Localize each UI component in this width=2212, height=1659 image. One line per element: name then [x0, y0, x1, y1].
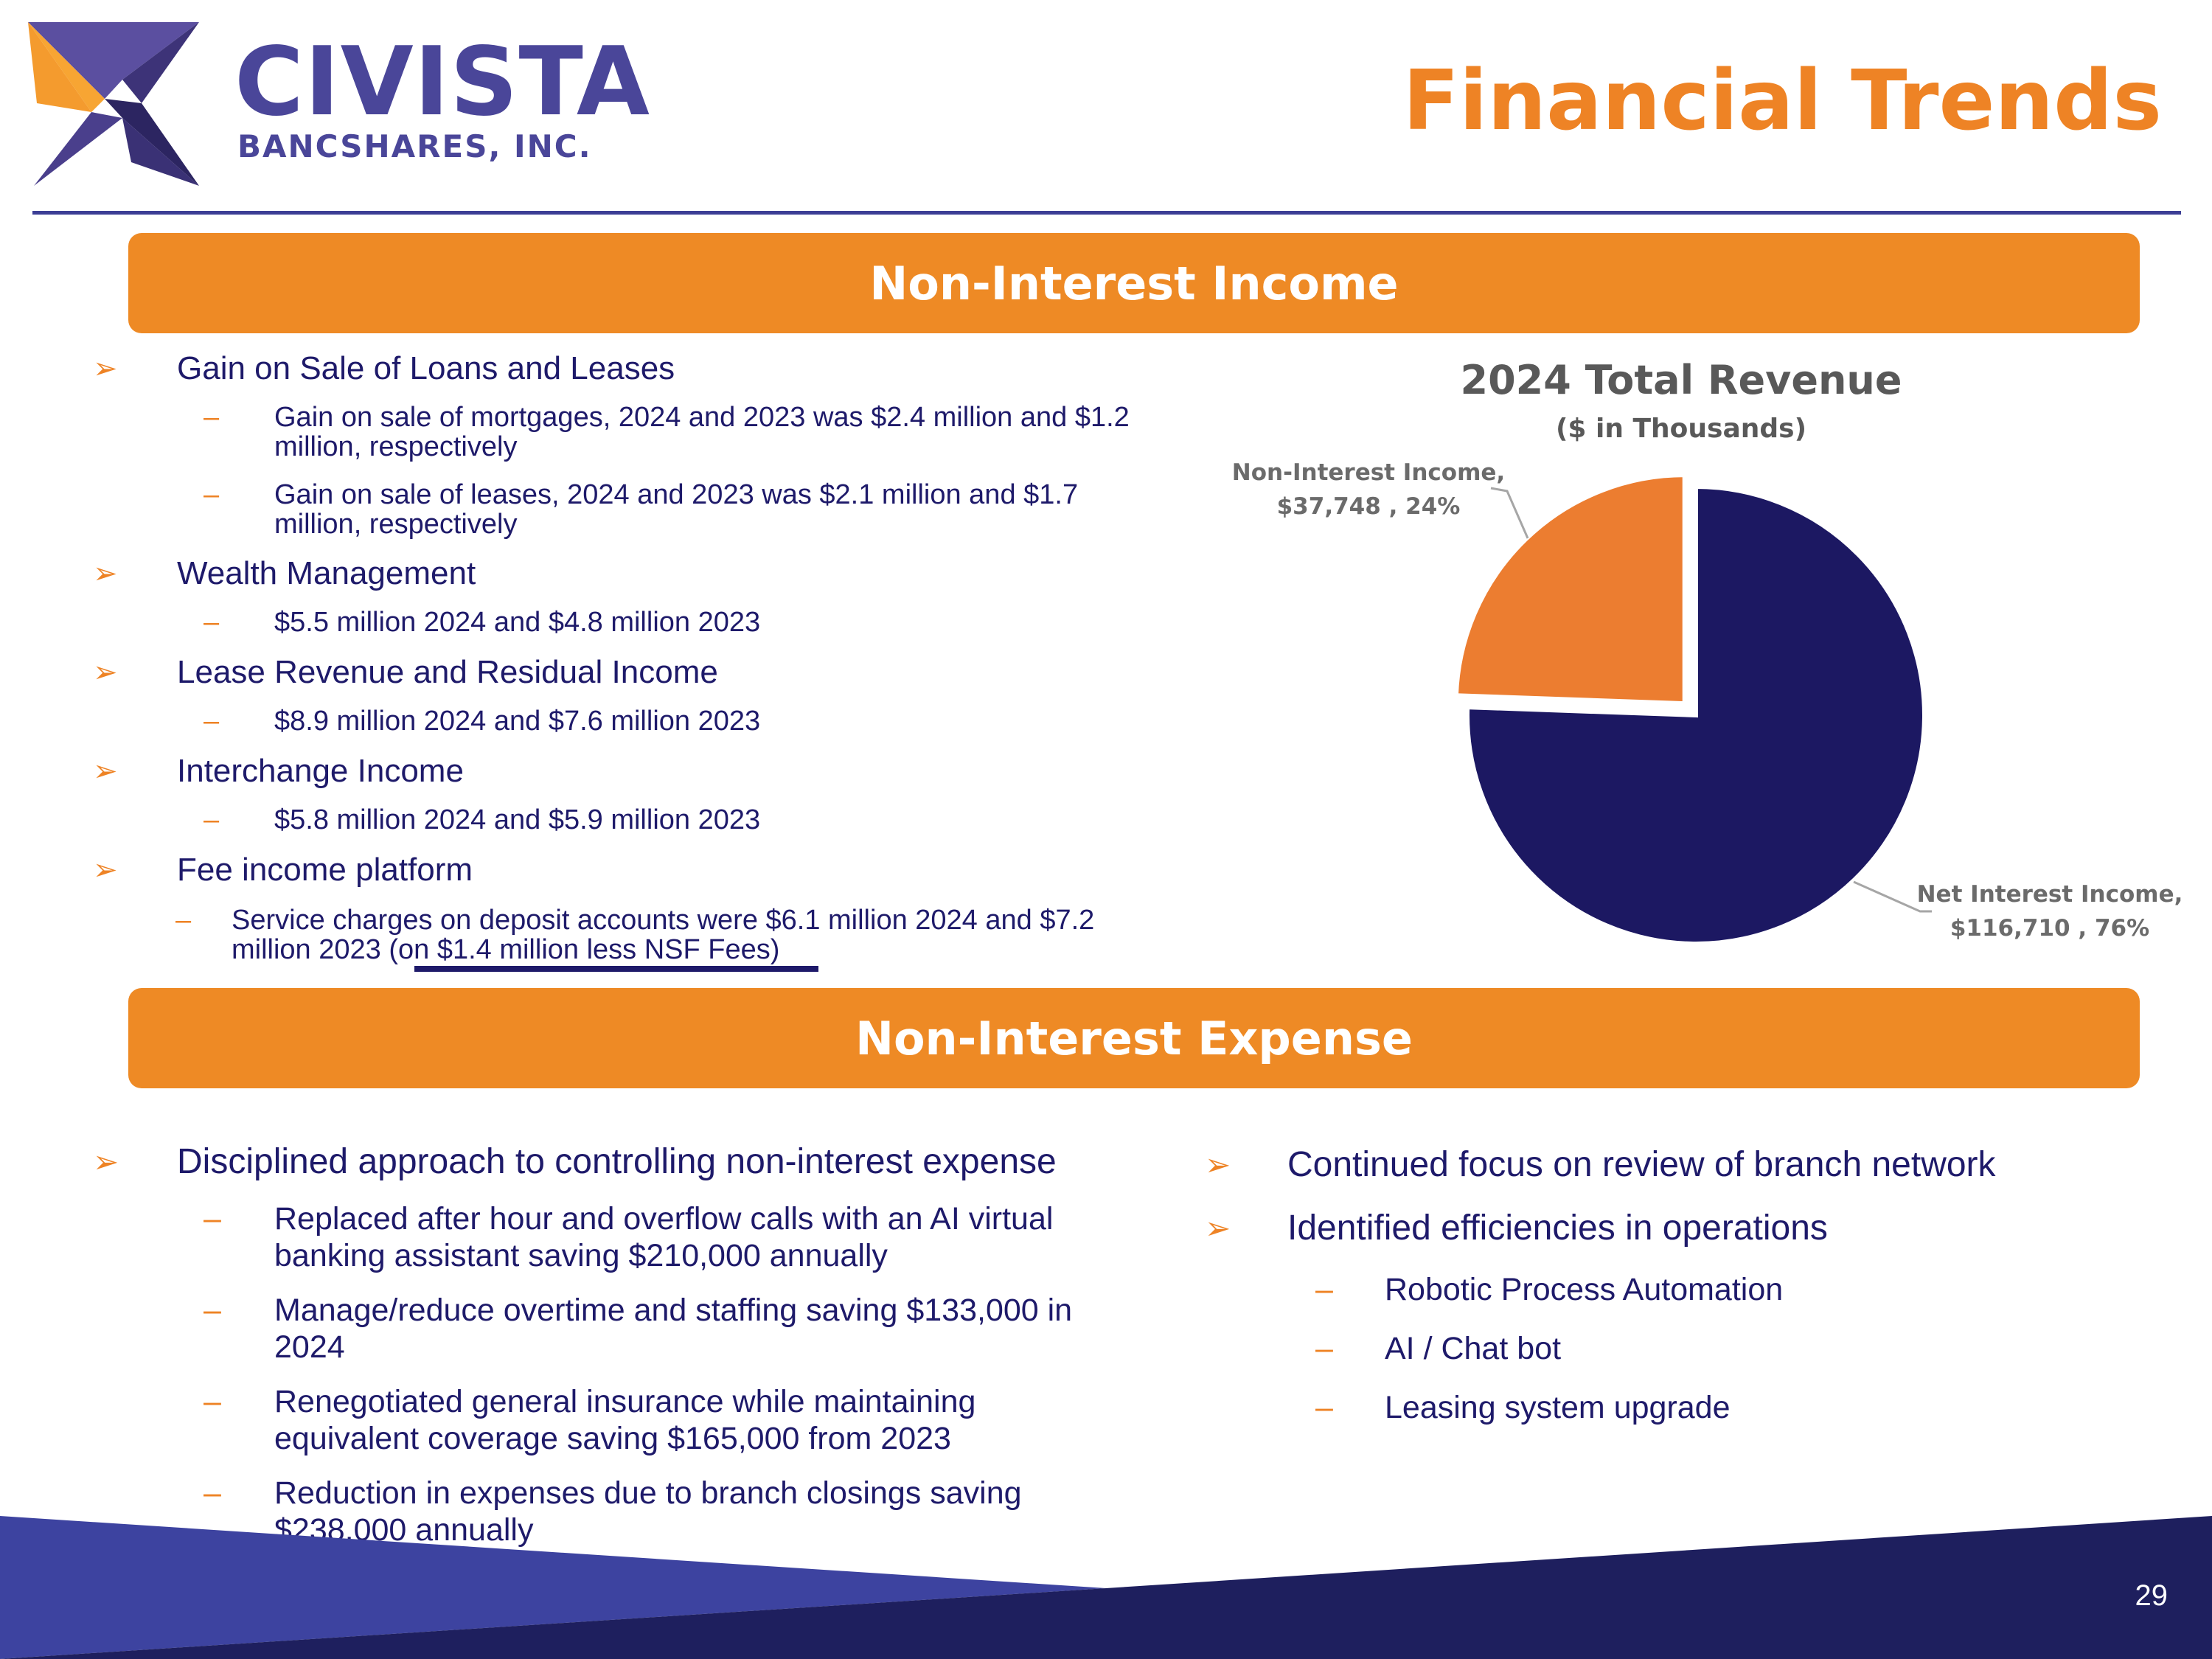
- dash-bullet-icon: –: [204, 804, 220, 835]
- page-number: 29: [2135, 1579, 2168, 1612]
- pie-label-net-interest-value: $116,710 , 76%: [1950, 915, 2150, 942]
- nsf-fees-underline: [414, 966, 818, 972]
- title-divider: [32, 211, 2181, 215]
- income-item-label: Fee income platform: [177, 852, 473, 888]
- expense-subitem-line: Manage/reduce overtime and staffing saving $133,000 in: [274, 1293, 1073, 1328]
- expense-subitem-line: Reduction in expenses due to branch closings saving: [274, 1475, 1022, 1511]
- expense-item-label: Identified efficiencies in operations: [1287, 1208, 1828, 1248]
- arrow-bullet-icon: ➢: [93, 557, 118, 590]
- pie-label-net-interest-name: Net Interest Income,: [1916, 881, 2183, 908]
- dash-bullet-icon: –: [175, 905, 192, 936]
- arrow-bullet-icon: ➢: [93, 656, 118, 689]
- arrow-bullet-icon: ➢: [93, 1144, 119, 1179]
- dash-bullet-icon: –: [204, 1293, 221, 1328]
- expense-subitem-line: banking assistant saving $210,000 annually: [274, 1238, 888, 1273]
- income-subitem-line: Gain on sale of mortgages, 2024 and 2023 was $2.4 million and $1.2: [274, 402, 1130, 433]
- arrow-bullet-icon: ➢: [1205, 1211, 1231, 1245]
- slide-title: Financial Trends: [1402, 53, 2162, 149]
- income-item-label: Wealth Management: [177, 555, 476, 591]
- expense-subitem-line: $238,000 annually: [274, 1512, 534, 1548]
- dash-bullet-icon: –: [204, 402, 220, 433]
- section-header-income: Non-Interest Income: [128, 233, 2140, 333]
- chart-title: 2024 Total Revenue: [1460, 357, 1902, 403]
- income-subitem-line: million, respectively: [274, 431, 518, 462]
- expense-item-label: Continued focus on review of branch network: [1287, 1145, 1996, 1184]
- expense-subitem-line: 2024: [274, 1329, 345, 1365]
- expense-subitem-line: Replaced after hour and overflow calls with an AI virtual: [274, 1201, 1054, 1237]
- section-header-expense: Non-Interest Expense: [128, 988, 2140, 1088]
- income-subitem-line: $8.9 million 2024 and $7.6 million 2023: [274, 706, 761, 737]
- income-subitem-line: Gain on sale of leases, 2024 and 2023 was $2.1 million and $1.7: [274, 479, 1079, 510]
- income-item-label: Gain on Sale of Loans and Leases: [177, 350, 675, 386]
- dash-bullet-icon: –: [1315, 1331, 1333, 1366]
- pie-label-non-interest: [1222, 456, 1514, 524]
- dash-bullet-icon: –: [204, 706, 220, 737]
- expense-subitem-line: Leasing system upgrade: [1385, 1390, 1731, 1425]
- dash-bullet-icon: –: [204, 1475, 221, 1511]
- expense-subitem-line: Renegotiated general insurance while maintaining: [274, 1384, 976, 1419]
- dash-bullet-icon: –: [1315, 1272, 1333, 1307]
- expense-subitem-line: equivalent coverage saving $165,000 from 2023: [274, 1421, 951, 1456]
- chart-subtitle: ($ in Thousands): [1555, 414, 1807, 444]
- pie-label-net-interest: [1902, 877, 2197, 945]
- logo-wordmark: CIVISTA: [234, 27, 650, 137]
- dash-bullet-icon: –: [204, 607, 220, 638]
- income-subitem-line: million, respectively: [274, 509, 518, 540]
- logo-subtitle: BANCSHARES, INC.: [237, 128, 592, 164]
- dash-bullet-icon: –: [204, 1384, 221, 1419]
- income-subitem-line: million 2023 (on $1.4 million less NSF Fees): [232, 934, 780, 965]
- dash-bullet-icon: –: [204, 1201, 221, 1237]
- expense-item-label: Disciplined approach to controlling non-interest expense: [177, 1142, 1057, 1181]
- arrow-bullet-icon: ➢: [93, 755, 118, 787]
- income-subitem-line: $5.8 million 2024 and $5.9 million 2023: [274, 804, 761, 835]
- pie-label-non-interest-name: Non-Interest Income,: [1231, 459, 1506, 486]
- expense-subitem-line: AI / Chat bot: [1385, 1331, 1562, 1366]
- pie-label-non-interest-value: $37,748 , 24%: [1276, 493, 1461, 520]
- income-subitem-line: $5.5 million 2024 and $4.8 million 2023: [274, 607, 761, 638]
- revenue-pie-chart: [1445, 465, 1947, 966]
- footer-band: [0, 1504, 2212, 1659]
- expense-subitem-line: Robotic Process Automation: [1385, 1272, 1784, 1307]
- dash-bullet-icon: –: [204, 479, 220, 510]
- arrow-bullet-icon: ➢: [1205, 1147, 1231, 1182]
- dash-bullet-icon: –: [1315, 1390, 1333, 1425]
- income-item-label: Interchange Income: [177, 753, 464, 789]
- arrow-bullet-icon: ➢: [93, 352, 118, 385]
- civista-logo-mark-icon: [28, 22, 199, 186]
- income-subitem-line: Service charges on deposit accounts were $6.1 million 2024 and $7.2: [232, 905, 1095, 936]
- income-item-label: Lease Revenue and Residual Income: [177, 654, 718, 690]
- arrow-bullet-icon: ➢: [93, 854, 118, 886]
